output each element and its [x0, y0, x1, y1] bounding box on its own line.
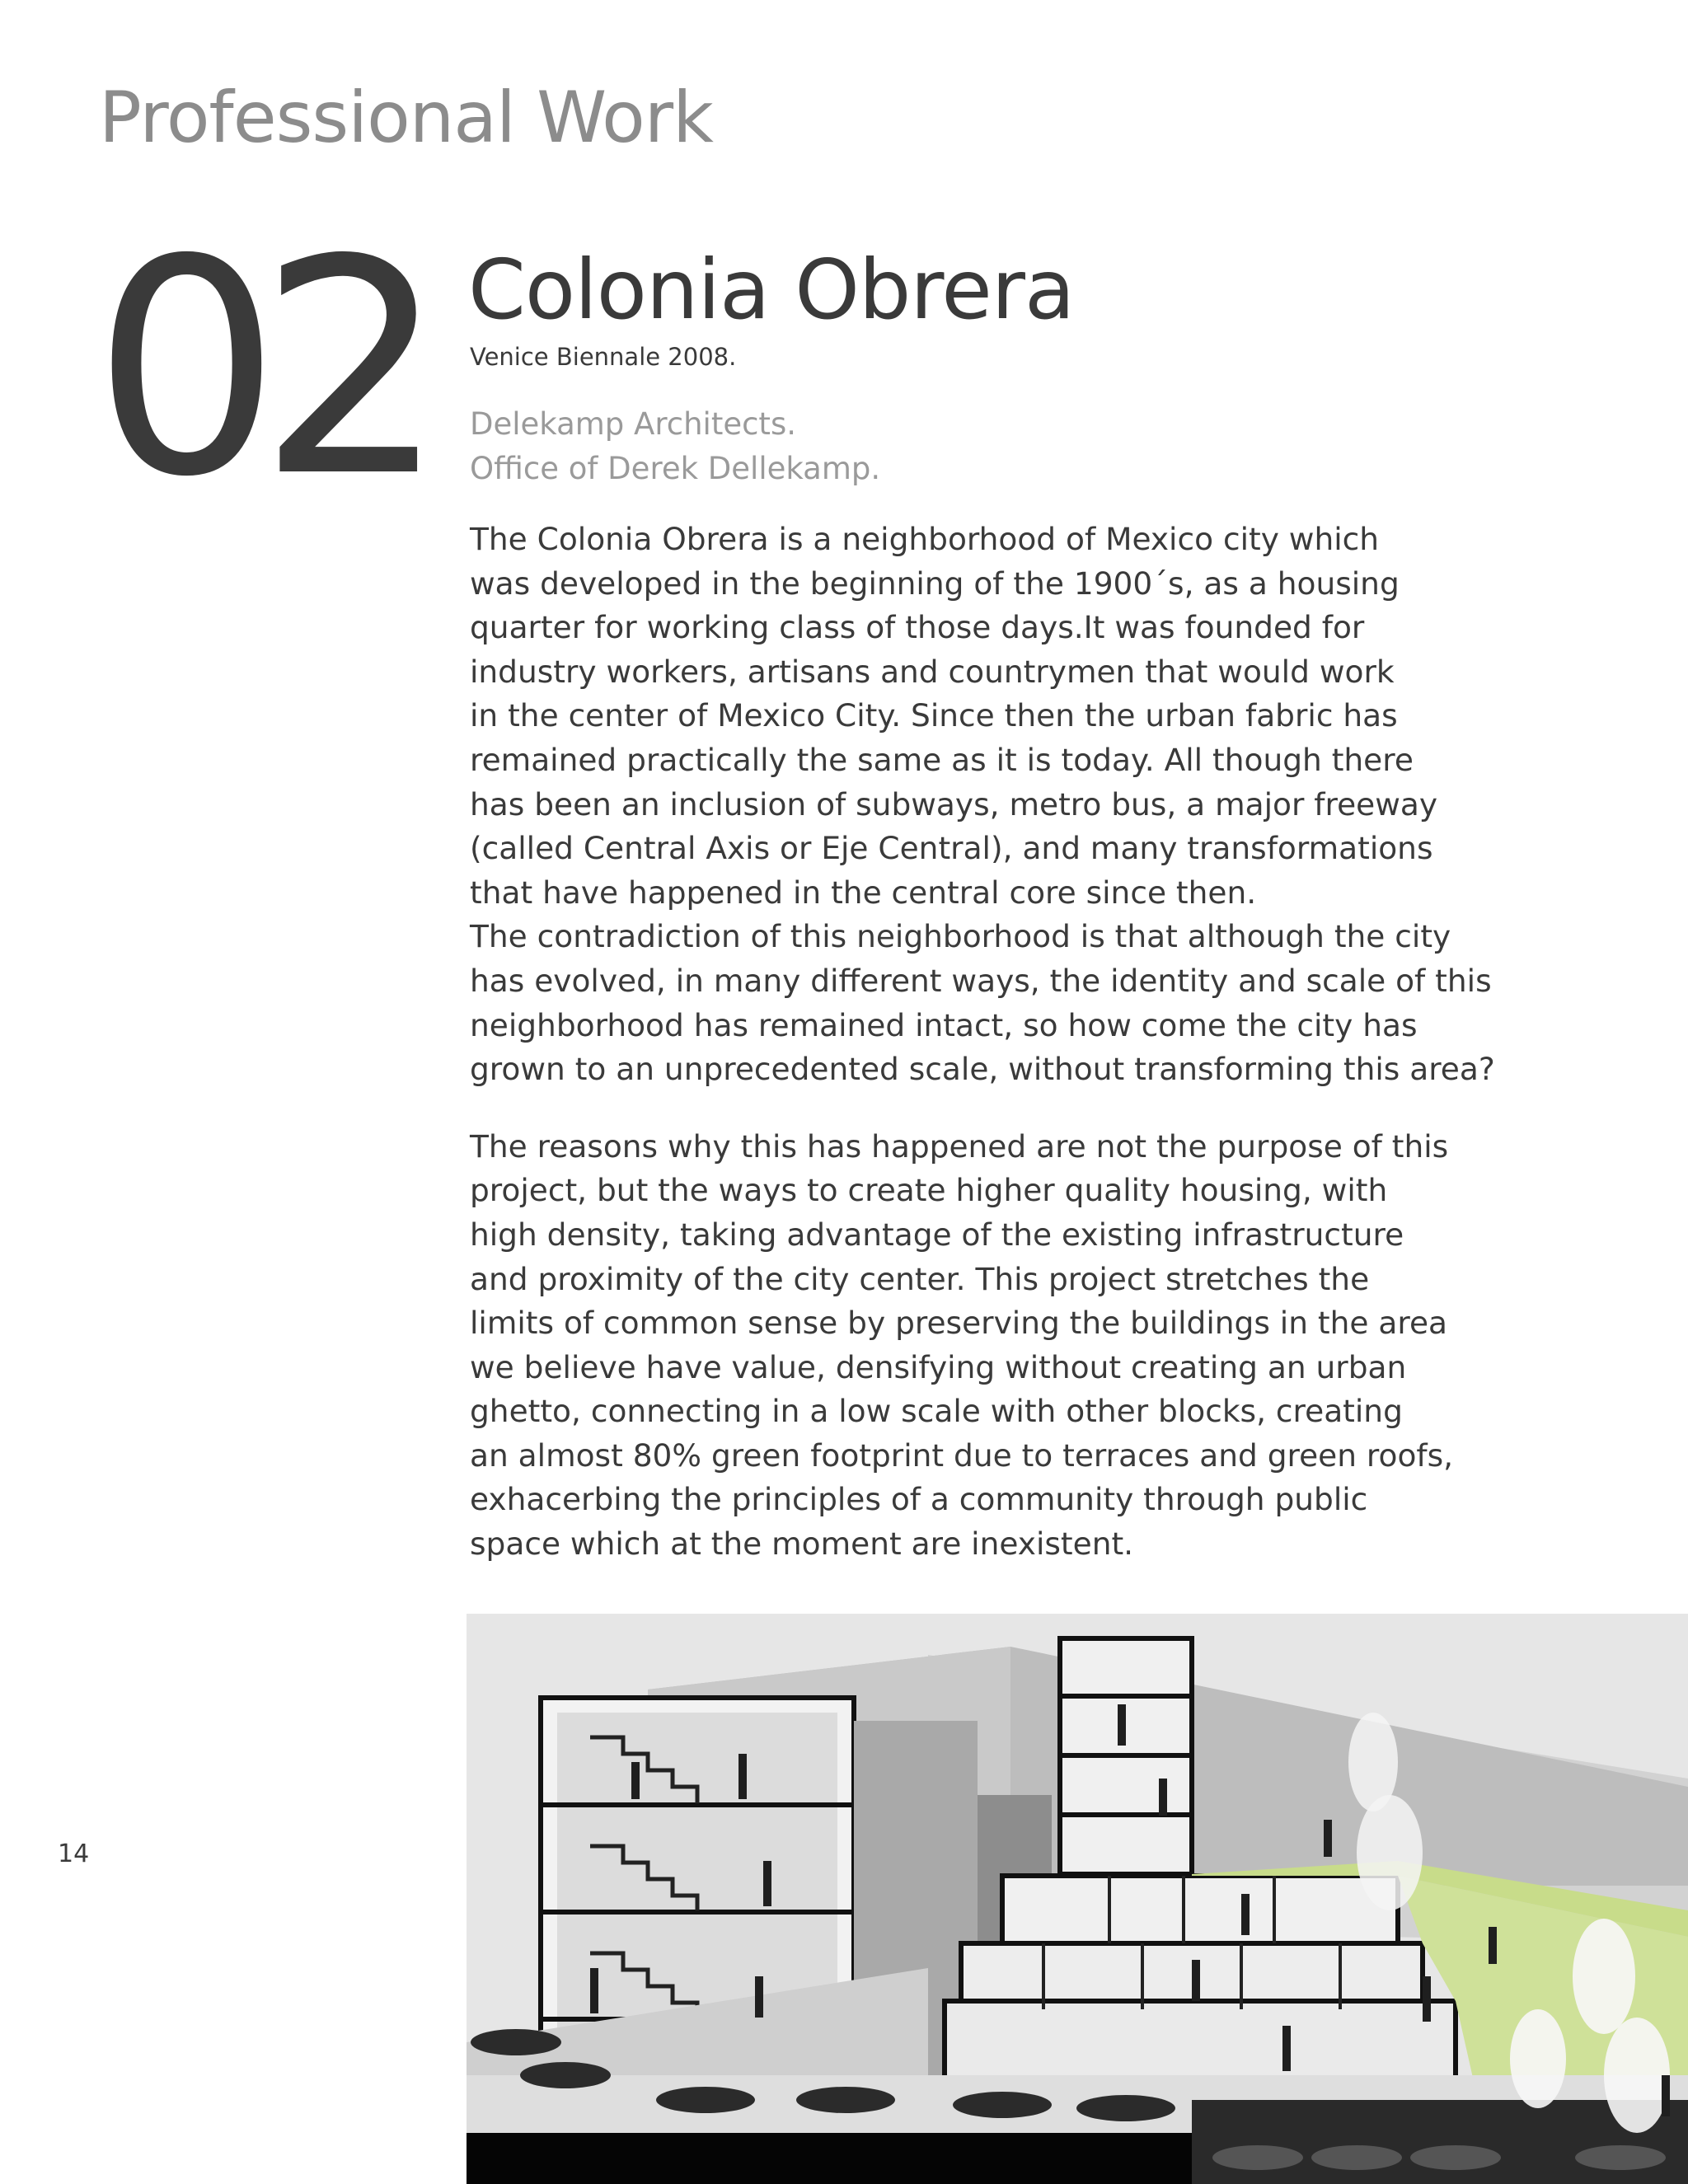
text-line: neighborhood has remained intact, so how come the city has: [470, 1006, 1418, 1043]
text-line: we believe have value, densifying without creating an urban: [470, 1348, 1407, 1385]
text-line: has been an inclusion of subways, metro bus, a major freeway: [470, 785, 1438, 823]
text-line: (called Central Axis or Eje Central), and many transformations: [470, 830, 1433, 867]
text-line: ghetto, connecting in a low scale with other blocks, creating: [470, 1393, 1403, 1430]
text-line: in the center of Mexico City. Since then the urban fabric has: [470, 697, 1398, 734]
description-paragraph-2: [470, 1125, 1492, 1567]
text-line: remained practically the same as it is today. All though there: [470, 741, 1414, 778]
project-event: Venice Biennale 2008.: [470, 343, 737, 371]
text-line: project, but the ways to create higher quality housing, with: [470, 1172, 1388, 1209]
page-number: 14: [58, 1840, 90, 1868]
project-description: [470, 518, 1495, 1567]
text-line: industry workers, artisans and countrymen that would work: [470, 653, 1395, 690]
text-line: quarter for working class of those days.It was founded for: [470, 609, 1365, 646]
text-line: high density, taking advantage of the existing infrastructure: [470, 1216, 1404, 1253]
text-line: limits of common sense by preserving the buildings in the area: [470, 1305, 1447, 1342]
credit-line: Delekamp Architects.: [470, 406, 796, 442]
section-title: Professional Work: [99, 77, 713, 159]
text-line: that have happened in the central core since then.: [470, 874, 1257, 911]
architectural-section-illustration: [467, 1614, 1688, 2184]
text-line: space which at the moment are inexistent.: [470, 1526, 1134, 1563]
text-line: and proximity of the city center. This project stretches the: [470, 1260, 1370, 1297]
text-line: The reasons why this has happened are not the purpose of this: [470, 1127, 1449, 1165]
project-number: 02: [92, 196, 424, 541]
description-paragraph-1: [470, 518, 1495, 1092]
text-line: has evolved, in many different ways, the identity and scale of this: [470, 962, 1492, 999]
project-credits: [470, 402, 880, 491]
text-line: exhacerbing the principles of a community through public: [470, 1481, 1368, 1518]
text-line: an almost 80% green footprint due to terraces and green roofs,: [470, 1436, 1454, 1474]
text-line: The contradiction of this neighborhood is that although the city: [470, 918, 1451, 955]
text-line: grown to an unprecedented scale, without transforming this area?: [470, 1051, 1495, 1088]
credit-line: Office of Derek Dellekamp.: [470, 451, 881, 486]
project-title: Colonia Obrera: [468, 241, 1075, 338]
text-line: The Colonia Obrera is a neighborhood of Mexico city which: [470, 521, 1380, 557]
text-line: was developed in the beginning of the 1900´s, as a housing: [470, 565, 1400, 602]
